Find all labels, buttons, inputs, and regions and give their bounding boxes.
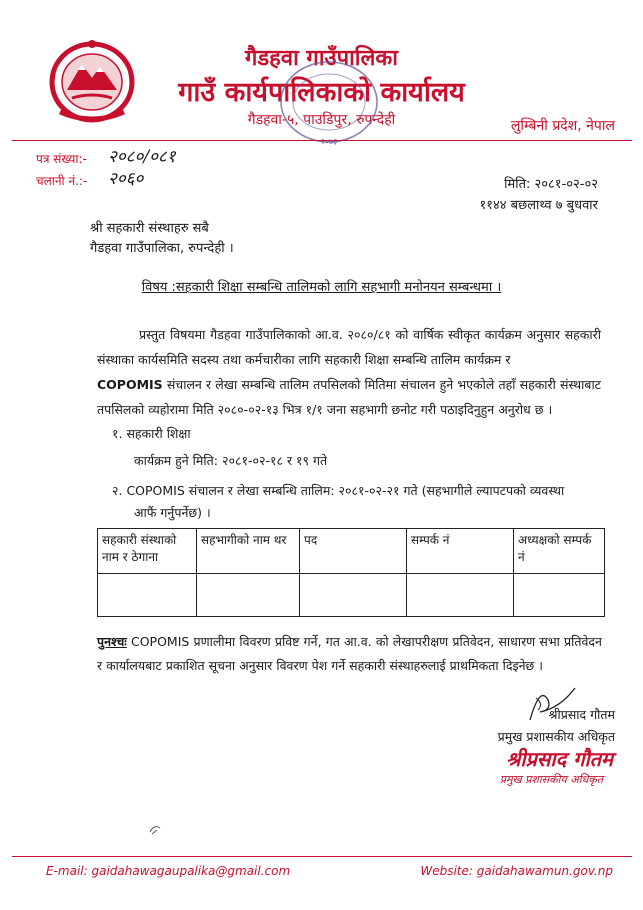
th-contact: सम्पर्क नं [407,529,514,574]
subject-text: विषय :सहकारी शिक्षा सम्बन्धि तालिमको लागि सहभागी मनोनयन सम्बन्धमा । [141,280,502,295]
municipality-name: गैडहवा गाउँपालिका [245,46,398,71]
footer-email[interactable]: E-mail: gaidahawagaupalika@gmail.com [46,864,291,878]
province-label: लुम्बिनी प्रदेश, नेपाल [510,118,615,134]
th-chair-contact: अध्यक्षको सम्पर्क नं [514,529,605,574]
chalani-number: २०६० [108,169,144,189]
table-cell[interactable] [514,574,605,617]
patra-label: पत्र संख्या:- [36,152,87,166]
chalani-label: चलानी नं.:- [36,174,88,188]
table-header-row [98,529,605,574]
addressee-line2: गैडहवा गाउँपालिका, रुपन्देही । [90,241,234,256]
item-2 [112,480,602,524]
subject-line [0,277,643,295]
signature-stamp-name: श्रीप्रसाद गौतम [506,747,613,771]
office-address: गैडहवा-५, पाउडिपुर, रुपन्देही [247,112,396,128]
table-cell[interactable] [197,574,300,617]
footer-website[interactable]: Website: gaidahawamun.gov.np [420,864,613,878]
postscript-text: COPOMIS प्रणालीमा विवरण प्रविष्ट गर्ने, गत आ.व. को लेखापरीक्षण प्रतिवेदन, साधारण सभा प्रतिवेदन र कार्यालयबाट प्रकाशित सूचना अनुसार विवरण पेश गर्ने सहकारी संस्थाहरुलाई प्राथमिकता दिइनेछ । [97,634,602,673]
pen-mark [148,822,162,836]
body-paragraph [97,322,601,422]
header-divider [12,140,632,141]
date-nepal-sambat: ११४४ बछलाथ्व ७ बुधवार [479,198,598,213]
seal-year: २०७३ [320,137,338,146]
body-text-1: प्रस्तुत विषयमा गैडहवा गाउँपालिकाको आ.व. २०८०/८१ को वार्षिक स्वीकृत कार्यक्रम अनुसार सहकारी संस्थाका कार्यसमिति सदस्य तथा कर्मचारीका लागि सहकारी शिक्षा सम्बन्धि तालिम कार्यक्रम र [97,327,601,367]
item-1-date: कार्यक्रम हुने मिति: २०८१-०२-१८ र १९ गते [134,453,328,468]
participant-table [97,528,605,617]
th-position: पद [300,529,407,574]
postscript [97,630,602,678]
postscript-label: पुनश्चः [97,634,127,649]
th-cooperative: सहकारी संस्थाको नाम र ठेगाना [98,529,197,574]
th-participant: सहभागीको नाम थर [197,529,300,574]
table-row [98,574,605,617]
addressee-line1: श्री सहकारी संस्थाहरु सबै [90,221,209,236]
signatory-name: श्रीप्रसाद गौतम [548,707,615,722]
office-name: गाउँ कार्यपालिकाको कार्यालय [178,77,465,108]
table-cell[interactable] [98,574,197,617]
signatory-title: प्रमुख प्रशासकीय अधिकृत [497,729,615,744]
table-cell[interactable] [300,574,407,617]
office-seal-stamp [268,52,390,150]
body-text-2: संचालन र लेखा सम्बन्धि तालिम तपसिलको मितिमा संचालन हुने भएकोले तहाँ सहकारी संस्थाबाट तपसिलको व्यहोरामा मिति २०८०-०२-१३ भित्र १/१ जना सहभागी छनोट गरी पठाइदिनुहुन अनुरोध छ । [97,377,601,417]
body-copomis: COPOMIS [97,377,163,392]
footer-divider [12,856,632,857]
patra-number: २०८०/०८१ [108,147,176,167]
date-bs: मिति: २०८१-०२-०२ [504,177,598,192]
signature-stamp-title: प्रमुख प्रशासकीय अधिकृत [499,773,603,786]
item-2-text: २. COPOMIS संचालन र लेखा सम्बन्धि तालिम: २०८१-०२-२१ गते (सहभागीले ल्यापटपको व्यवस्था [112,483,565,498]
table-cell[interactable] [407,574,514,617]
item-2-cont: आफैं गर्नुपर्नेछ) । [134,505,211,520]
item-1: १. सहकारी शिक्षा [112,426,191,441]
